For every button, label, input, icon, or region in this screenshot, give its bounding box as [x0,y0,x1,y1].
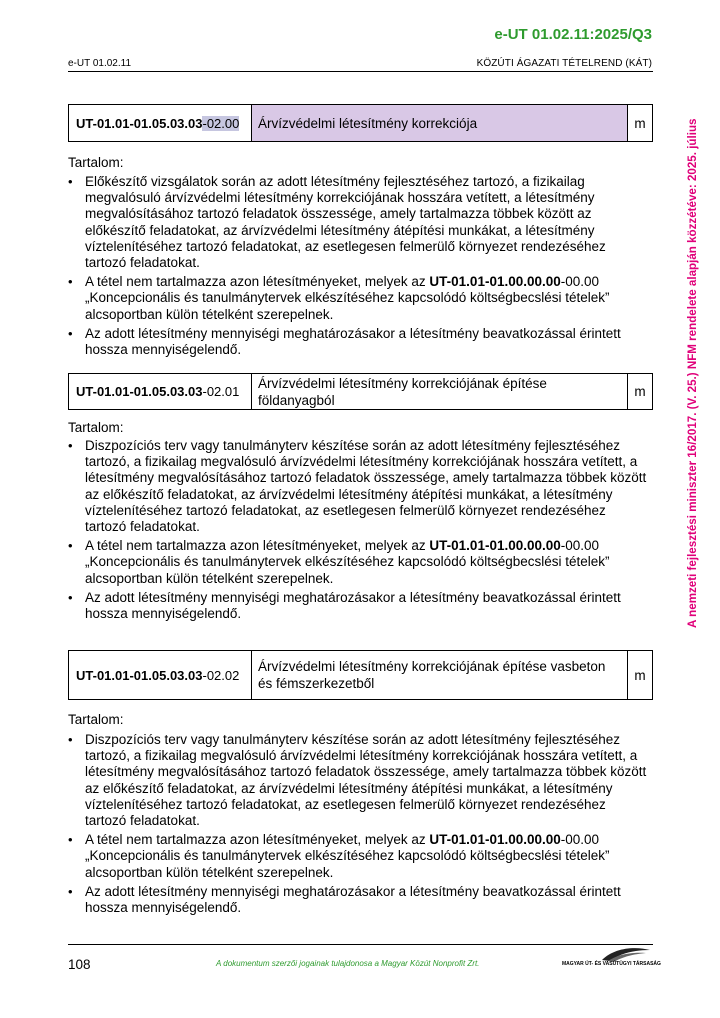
item-unit: m [634,667,646,683]
list-item: • Az adott létesítmény mennyiségi meghatározásakor a létesítmény beavatkozással érintett hossza mennyiségelendő. [68,590,648,622]
list-item: • Előkészítő vizsgálatok során az adott létesítmény fejlesztéséhez tartozó, a fizikailag megvalósuló árvízvédelmi létesítmény korrekciójának hosszára vetített, a létesítmény megvalósításához tartozó feladatok összessége, amely tartalmazza többek között az előkészítő feladatokat, az árvízvédelmi létesítmény átépítési munkákat, a létesítmény víztelenítéséhez tartozó feladatokat, az esetlegesen felmerülő környezet rendezéséhez tartozó feladatokat. [68,174,648,271]
header-rule [68,71,653,72]
tartalom-label: Tartalom: [68,712,124,727]
item-code [69,374,252,409]
list-item: • A tétel nem tartalmazza azon létesítményeket, melyek az UT-01.01-01.00.00.00-00.00 „Koncepcionális és tanulmánytervek elkészítéséhez kapcsolódó költségbecslési tételek” alcsoportban külön tételként szerepelnek. [68,274,648,323]
item-code-prefix: UT-01.01-01.05.03.03 [76,384,203,399]
item-unit: m [634,384,646,399]
footer-rule [68,944,653,945]
content-list [68,732,648,919]
item-code-suffix: -02.02 [202,667,240,683]
list-item: • A tétel nem tartalmazza azon létesítményeket, melyek az UT-01.01-01.00.00.00-00.00 „Koncepcionális és tanulmánytervek elkészítéséhez kapcsolódó költségbecslési tételek” alcsoportban külön tételként szerepelnek. [68,832,648,881]
item-code [69,651,252,699]
list-item: • Diszpozíciós terv vagy tanulmányterv készítése során az adott létesítmény fejlesztéséhez tartozó, a fizikailag megvalósuló árvízvédelmi létesítmény korrekciójának hosszára vetített, a létesítmény megvalósításához tartozó feladatok összessége, amely tartalmazza többek között az előkészítő feladatokat, az árvízvédelmi létesítmény átépítési munkákat, a létesítmény víztelenítéséhez tartozó feladatokat, az esetlegesen felmerülő környezet rendezéséhez tartozó feladatokat. [68,732,648,829]
item-code [69,105,252,141]
page-number: 108 [68,957,91,972]
item-title: Árvízvédelmi létesítmény korrekciójának építése vasbeton és fémszerkezetből [252,651,628,699]
content-list [68,438,648,625]
tartalom-label: Tartalom: [68,155,124,170]
list-item: • Diszpozíciós terv vagy tanulmányterv készítése során az adott létesítmény fejlesztéséhez tartozó, a fizikailag megvalósuló árvízvédelmi létesítmény korrekciójának hosszára vetített, a létesítmény megvalósításához tartozó feladatok összessége, amely tartalmazza többek között az előkészítő feladatokat, az árvízvédelmi létesítmény átépítési munkákat, a létesítmény víztelenítéséhez tartozó feladatokat, az esetlegesen felmerülő környezet rendezéséhez tartozó feladatokat. [68,438,648,535]
side-publication-note: A nemzeti fejlesztési miniszter 16/2017. (V. 25.) NFM rendelete alapján közzétéve: 2025. július [686,118,699,628]
tartalom-label: Tartalom: [68,420,124,435]
item-table-2 [68,373,653,410]
copyright-notice: A dokumentum szerzői jogainak tulajdonosa a Magyar Közút Nonprofit Zrt. [216,959,480,968]
list-item: • Az adott létesítmény mennyiségi meghatározásakor a létesítmény beavatkozással érintett hossza mennyiségelendő. [68,884,648,916]
document-code: e-UT 01.02.11:2025/Q3 [494,26,652,43]
header-right: KÖZÚTI ÁGAZATI TÉTELREND (KÁT) [476,58,652,69]
item-unit: m [634,115,646,131]
content-list [68,174,648,361]
item-code-suffix: -02.01 [202,384,240,399]
logo-text: MAGYAR ÚT- ÉS VASÚTÜGYI TÁRSASÁG [562,961,661,967]
item-code-suffix: -02.00 [202,115,240,131]
header-left: e-UT 01.02.11 [68,58,132,69]
list-item: • Az adott létesítmény mennyiségi meghatározásakor a létesítmény beavatkozással érintett hossza mennyiségelendő. [68,326,648,358]
item-table-1 [68,104,653,142]
item-title: Árvízvédelmi létesítmény korrekciójának építése földanyagból [252,374,628,409]
item-code-prefix: UT-01.01-01.05.03.03 [76,667,203,683]
item-table-3 [68,650,653,700]
item-title: Árvízvédelmi létesítmény korrekciója [252,105,628,141]
list-item: • A tétel nem tartalmazza azon létesítményeket, melyek az UT-01.01-01.00.00.00-00.00 „Koncepcionális és tanulmánytervek elkészítéséhez kapcsolódó költségbecslési tételek” alcsoportban külön tételként szerepelnek. [68,538,648,587]
item-code-prefix: UT-01.01-01.05.03.03 [76,115,203,131]
